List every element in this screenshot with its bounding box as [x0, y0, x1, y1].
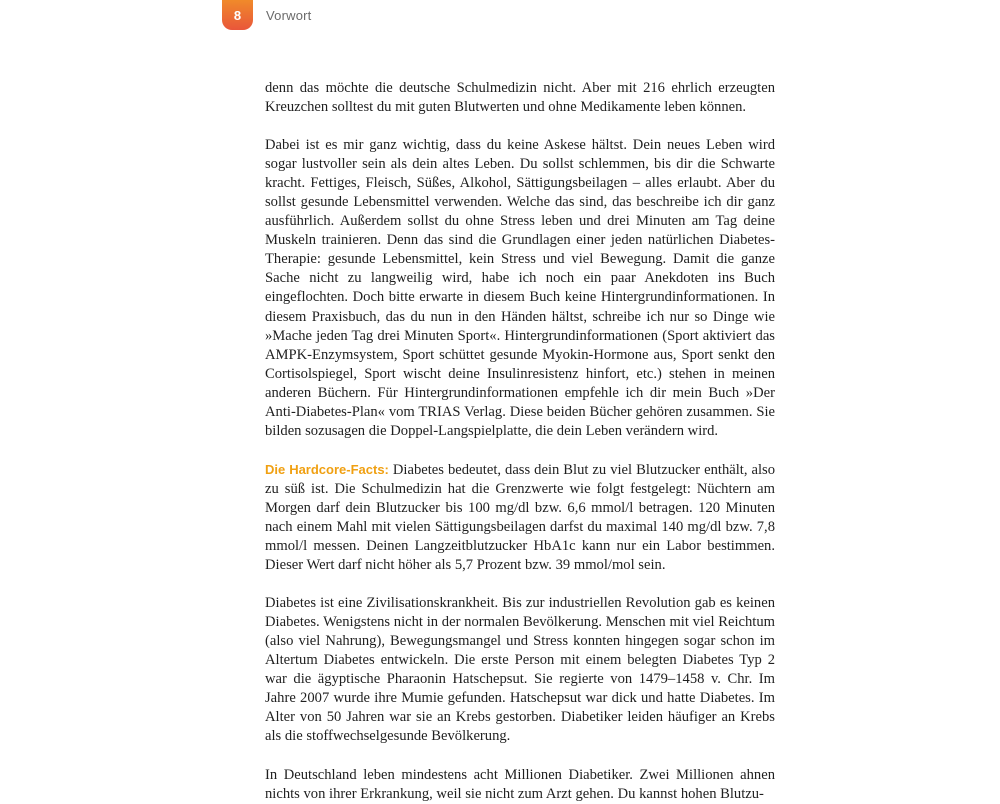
page-header	[222, 0, 311, 30]
body-text	[265, 79, 775, 804]
paragraph-4: Diabetes ist eine Zivilisationskrankheit. Bis zur industriellen Revolution gab es keinen Diabetes. Wenigstens nicht in der normalen Bevölkerung. Menschen mit viel Reichtum (also viel Nahrung), Bewegungsmangel und Stress konnten hingegen sogar schon im Altertum Diabetes entwickeln. Die erste Person mit einem belegten Diabetes Typ 2 war die ägyptische Pharaonin Hatschepsut. Sie regierte von 1479–1458 v. Chr. Im Jahre 2007 wurde ihre Mumie gefunden. Hatschepsut war dick und hatte Diabetes. Im Alter von 50 Jahren war sie an Krebs gestorben. Diabetiker leiden häufiger an Krebs als die stoffwechselgesunde Bevölkerung.	[265, 595, 775, 745]
paragraph-hardcore-facts	[265, 460, 775, 575]
hardcore-facts-text: Diabetes bedeutet, dass dein Blut zu viel Blutzucker enthält, also zu süß ist. Die Schulmedizin hat die Grenzwerte wie folgt festgelegt: Nüchtern am Morgen darf dein Blutzucker bis 100 mg/dl bzw. 6,6 mmol/l betragen. 120 Minuten nach einem Mahl mit vielen Sättigungsbeilagen darfst du maximal 140 mg/dl bzw. 7,8 mmol/l messen. Deinen Langzeitblutzucker HbA1c kann nur ein Labor bestimmen. Dieser Wert darf nicht höher als 5,7 Prozent bzw. 39 mmol/mol sein.	[265, 461, 775, 574]
paragraph-5: In Deutschland leben mindestens acht Millionen Diabetiker. Zwei Millionen ahnen nichts von ihrer Erkrankung, weil sie nicht zum Arzt gehen. Du kannst hohen Blutzu-	[265, 766, 775, 802]
paragraph-1: denn das möchte die deutsche Schulmedizin nicht. Aber mit 216 ehrlich erzeugten Kreuzchen solltest du mit guten Blutwerten und ohne Medikamente leben können.	[265, 80, 775, 116]
hardcore-facts-label: Die Hardcore-Facts:	[265, 461, 389, 477]
paragraph-2: Dabei ist es mir ganz wichtig, dass du keine Askese hältst. Dein neues Leben wird sogar lustvoller sein als dein altes Leben. Du sollst schlemmen, bis dir die Schwarte kracht. Fettiges, Fleisch, Süßes, Alkohol, Sättigungsbeilagen – alles erlaubt. Aber du sollst gesunde Lebensmittel verwenden. Welche das sind, das beschreibe ich dir ganz ausführlich. Außerdem sollst du ohne Stress leben und drei Minuten am Tag deine Muskeln trainieren. Denn das sind die Grundlagen einer jeden natürlichen Diabetes-Therapie: gesunde Lebensmittel, kein Stress und viel Bewegung. Damit die ganze Sache nicht zu langweilig wird, habe ich noch ein paar Anekdoten ins Buch eingeflochten. Doch bitte erwarte in diesem Buch keine Hintergrundinformationen. In diesem Praxisbuch, das du nun in den Händen hältst, schreibe ich nur so Dinge wie »Mache jeden Tag drei Minuten Sport«. Hintergrundinformationen (Sport aktiviert das AMPK-Enzymsystem, Sport schüttet gesunde Myokin-Hormone aus, Sport senkt den Cortisolspiegel, Sport wischt deine Insulinresistenz hinfort, etc.) stehen in meinen anderen Büchern. Für Hintergrundinformationen empfehle ich dir mein Buch »Der Anti-Diabetes-Plan« vom TRIAS Verlag. Diese beiden Bücher gehören zusammen. Sie bilden sozusagen die Doppel-Langspielplatte, die dein Leben verändern wird.	[265, 137, 775, 439]
chapter-title: Vorwort	[266, 7, 312, 23]
page-number-badge: 8	[222, 0, 253, 30]
